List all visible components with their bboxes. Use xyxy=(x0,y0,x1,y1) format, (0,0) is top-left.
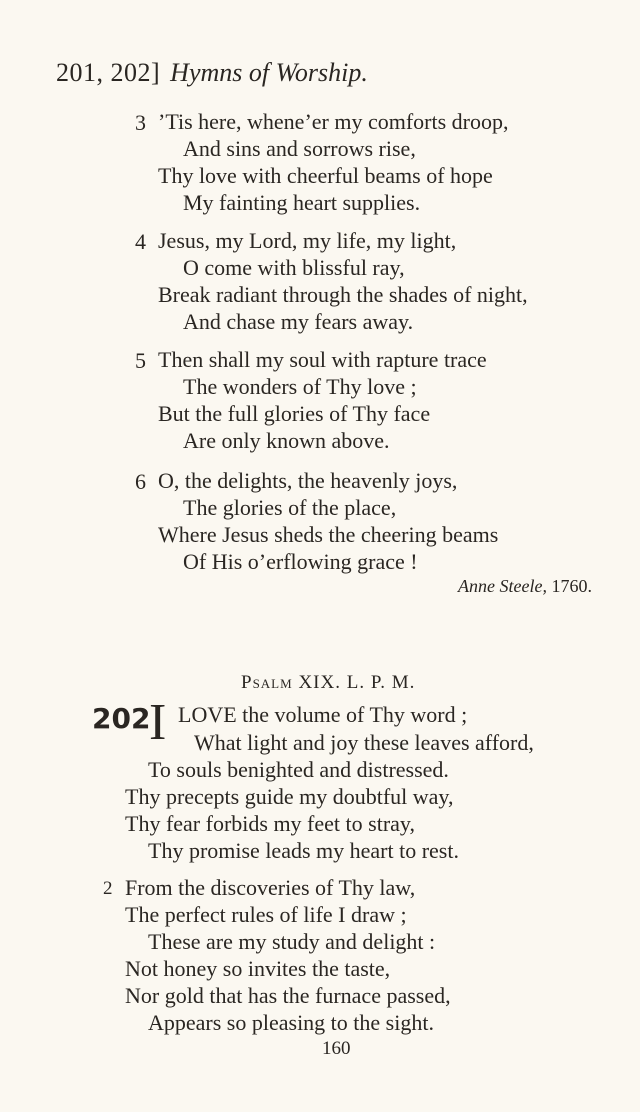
psalm-meter: XIX. L. P. M. xyxy=(298,672,416,693)
verse-line: Then shall my soul with rapture trace xyxy=(158,347,487,372)
verse-line: Jesus, my Lord, my life, my light, xyxy=(158,228,457,253)
verse-line: Break radiant through the shades of night, xyxy=(158,282,528,307)
verse-line: From the discoveries of Thy law, xyxy=(125,875,416,900)
author-year: 1760. xyxy=(551,576,592,596)
verse-line: These are my study and delight : xyxy=(148,929,436,954)
verse-line: And chase my fears away. xyxy=(183,309,414,334)
verse-line: Thy promise leads my heart to rest. xyxy=(148,838,459,863)
header-hymn-numbers: 201, 202] xyxy=(56,58,161,87)
verse-line: Are only known above. xyxy=(183,428,390,453)
stanza-number: 6 xyxy=(135,469,146,494)
verse-line: Nor gold that has the furnace passed, xyxy=(125,983,451,1008)
verse-line: ’Tis here, whene’er my comforts droop, xyxy=(158,109,509,134)
hymn-attribution xyxy=(458,576,592,597)
verse-line: And sins and sorrows rise, xyxy=(183,136,416,161)
psalm-label: Psalm xyxy=(241,672,293,693)
hymn-number: 202 xyxy=(92,702,151,735)
header-title: Hymns of Worship. xyxy=(170,58,368,87)
stanza-number: 4 xyxy=(135,229,146,254)
running-header xyxy=(56,58,368,88)
verse-line: But the full glories of Thy face xyxy=(158,401,431,426)
verse-line: The glories of the place, xyxy=(183,495,397,520)
verse-line: The wonders of Thy love ; xyxy=(183,374,417,399)
verse-line: My fainting heart supplies. xyxy=(183,190,421,215)
stanza-number: 5 xyxy=(135,348,146,373)
verse-line: What light and joy these leaves afford, xyxy=(194,730,534,755)
hymn-heading xyxy=(241,672,415,694)
verse-line: The perfect rules of life I draw ; xyxy=(125,902,407,927)
verse-line: Thy love with cheerful beams of hope xyxy=(158,163,493,188)
verse-line: O, the delights, the heavenly joys, xyxy=(158,468,458,493)
drop-cap: I xyxy=(149,694,167,751)
verse-line: Thy fear forbids my feet to stray, xyxy=(125,811,415,836)
verse-line: LOVE the volume of Thy word ; xyxy=(178,702,468,727)
verse-line: O come with blissful ray, xyxy=(183,255,405,280)
page-number: 160 xyxy=(322,1038,351,1059)
verse-line: Where Jesus sheds the cheering beams xyxy=(158,522,499,547)
stanza-number: 3 xyxy=(135,110,146,135)
verse-line: Of His o’erflowing grace ! xyxy=(183,549,418,574)
verse-line: Not honey so invites the taste, xyxy=(125,956,391,981)
author-name: Anne Steele, xyxy=(458,576,547,596)
verse-line: To souls benighted and distressed. xyxy=(148,757,449,782)
stanza-number: 2 xyxy=(103,878,113,899)
verse-line: Thy precepts guide my doubtful way, xyxy=(125,784,454,809)
verse-line: Appears so pleasing to the sight. xyxy=(148,1010,434,1035)
